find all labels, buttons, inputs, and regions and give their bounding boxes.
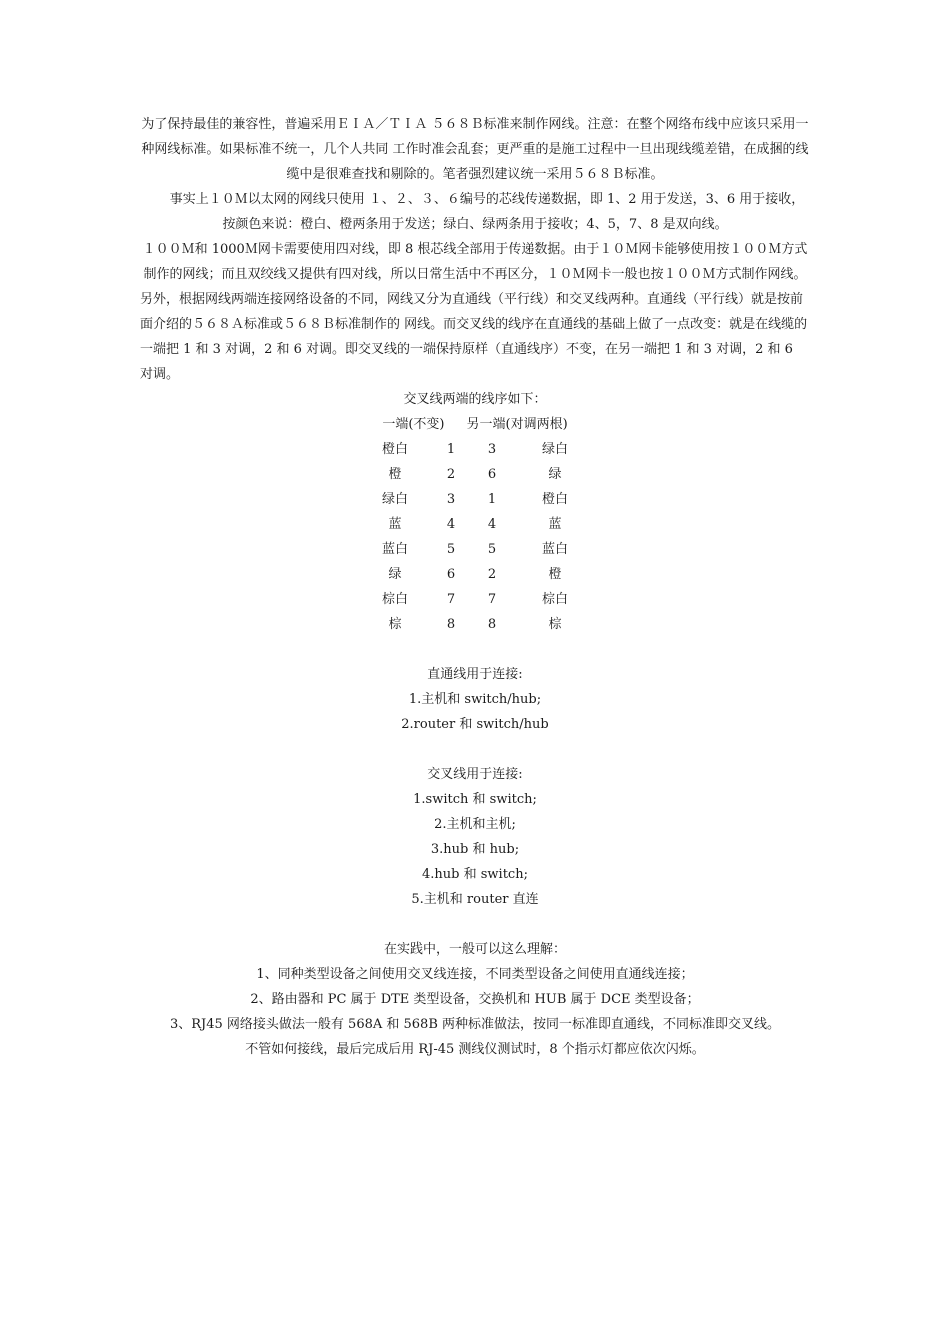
color-end-b: 棕 bbox=[548, 617, 562, 632]
document-page bbox=[140, 112, 810, 1062]
table-row bbox=[356, 587, 594, 612]
pin-end-b: 2 bbox=[487, 567, 497, 582]
color-end-a: 橙 bbox=[388, 467, 402, 482]
color-end-a: 棕 bbox=[388, 617, 402, 632]
list-item: 2.router 和 switch/hub bbox=[401, 717, 549, 732]
pin-end-b: 6 bbox=[487, 467, 497, 482]
table-row bbox=[356, 462, 594, 487]
table-row bbox=[356, 512, 594, 537]
pin-end-a: 2 bbox=[446, 467, 456, 482]
header-right: 另一端(对调两根) bbox=[466, 417, 568, 432]
crossover-pin-table bbox=[356, 437, 594, 637]
pin-end-a: 6 bbox=[446, 567, 456, 582]
pin-end-b: 8 bbox=[487, 617, 497, 632]
crossover-title: 交叉线两端的线序如下： bbox=[403, 392, 547, 407]
pin-end-a: 3 bbox=[446, 492, 456, 507]
color-end-a: 棕白 bbox=[381, 592, 408, 607]
pin-end-b: 4 bbox=[487, 517, 497, 532]
cross-use-list bbox=[140, 787, 810, 912]
color-end-b: 橙 bbox=[548, 567, 562, 582]
pin-end-a: 5 bbox=[446, 542, 456, 557]
practice-item-3: 3、RJ45 网络接头做法一般有 568A 和 568B 两种标准做法，按同一标准即直通线，不同标准即交叉线。 bbox=[169, 1017, 781, 1032]
color-end-a: 蓝白 bbox=[381, 542, 408, 557]
pin-end-a: 8 bbox=[446, 617, 456, 632]
color-end-a: 橙白 bbox=[381, 442, 408, 457]
list-item: 2.主机和主机; bbox=[434, 817, 516, 832]
color-end-b: 棕白 bbox=[541, 592, 568, 607]
table-row bbox=[356, 612, 594, 637]
practice-final: 不管如何接线，最后完成后用 RJ-45 测线仪测试时，8 个指示灯都应依次闪烁。 bbox=[245, 1042, 705, 1057]
list-item: 5.主机和 router 直连 bbox=[411, 892, 539, 907]
list-item: 3.hub 和 hub; bbox=[430, 842, 520, 857]
color-end-b: 橙白 bbox=[541, 492, 568, 507]
pin-end-b: 5 bbox=[487, 542, 497, 557]
pin-end-b: 3 bbox=[487, 442, 497, 457]
paragraph-568b-standard: 为了保持最佳的兼容性，普遍采用ＥＩＡ／ＴＩＡ ５６８Ｂ标准来制作网线。注意：在整个网络布线中应该只采用一种网线标准。如果标准不统一，几个人共同 工作时准会乱套；更严重的是施工过程中一旦出现线缆差错，在成捆的线缆中是很难查找和剔除的。笔者强烈建议统一采用５６８Ｂ标准。 bbox=[141, 117, 809, 182]
list-item: 1.switch 和 switch; bbox=[413, 792, 537, 807]
color-end-a: 蓝 bbox=[388, 517, 402, 532]
list-item: 4.hub 和 switch; bbox=[422, 867, 528, 882]
table-row bbox=[356, 537, 594, 562]
pin-end-b: 1 bbox=[487, 492, 497, 507]
pin-end-a: 7 bbox=[446, 592, 456, 607]
straight-use-title: 直通线用于连接: bbox=[427, 667, 523, 682]
table-row bbox=[356, 487, 594, 512]
practice-item-2: 2、路由器和 PC 属于 DTE 类型设备，交换机和 HUB 属于 DCE 类型设备； bbox=[250, 992, 700, 1007]
practice-title: 在实践中，一般可以这么理解： bbox=[383, 942, 566, 957]
color-end-a: 绿 bbox=[388, 567, 402, 582]
color-end-b: 绿白 bbox=[541, 442, 568, 457]
pin-end-b: 7 bbox=[487, 592, 497, 607]
crossover-header bbox=[140, 412, 810, 437]
list-item: 1.主机和 switch/hub; bbox=[408, 692, 542, 707]
color-end-a: 绿白 bbox=[381, 492, 408, 507]
color-end-b: 绿 bbox=[548, 467, 562, 482]
straight-use-list bbox=[140, 687, 810, 737]
pin-end-a: 4 bbox=[446, 517, 456, 532]
table-row bbox=[356, 437, 594, 462]
paragraph-100m-1000m: １００Ｍ和 1000Ｍ网卡需要使用四对线，即 8 根芯线全部用于传递数据。由于１０Ｍ网卡能够使用按１００Ｍ方式制作的网线；而且双绞线又提供有四对线，所以日常生活中不再区分，１０Ｍ网卡一般也按１００Ｍ方式制作网线。 bbox=[142, 242, 808, 282]
practice-item-1: 1、同种类型设备之间使用交叉线连接，不同类型设备之间使用直通线连接； bbox=[256, 967, 694, 982]
pin-end-a: 1 bbox=[446, 442, 456, 457]
color-end-b: 蓝白 bbox=[541, 542, 568, 557]
table-row bbox=[356, 562, 594, 587]
paragraph-10m-pins: 事实上１０Ｍ以太网的网线只使用 １、２、３、６编号的芯线传递数据，即 1、2 用于发送，3、6 用于接收，按颜色来说：橙白、橙两条用于发送；绿白、绿两条用于接收；4、5，7、8 是双向线。 bbox=[169, 192, 805, 232]
cross-use-title: 交叉线用于连接: bbox=[427, 767, 523, 782]
paragraph-straight-vs-cross: 另外，根据网线两端连接网络设备的不同，网线又分为直通线（平行线）和交叉线两种。直通线（平行线）就是按前面介绍的５６８Ａ标准或５６８Ｂ标准制作的 网线。而交叉线的线序在直通线的基础上做了一点改变：就是在线缆的一端把 1 和 3 对调，2 和 6 对调。即交叉线的一端保持原样（直通线序）不变，在另一端把 1 和 3 对调，2 和 6 对调。 bbox=[140, 292, 808, 382]
color-end-b: 蓝 bbox=[548, 517, 562, 532]
header-left: 一端(不变) bbox=[382, 417, 445, 432]
